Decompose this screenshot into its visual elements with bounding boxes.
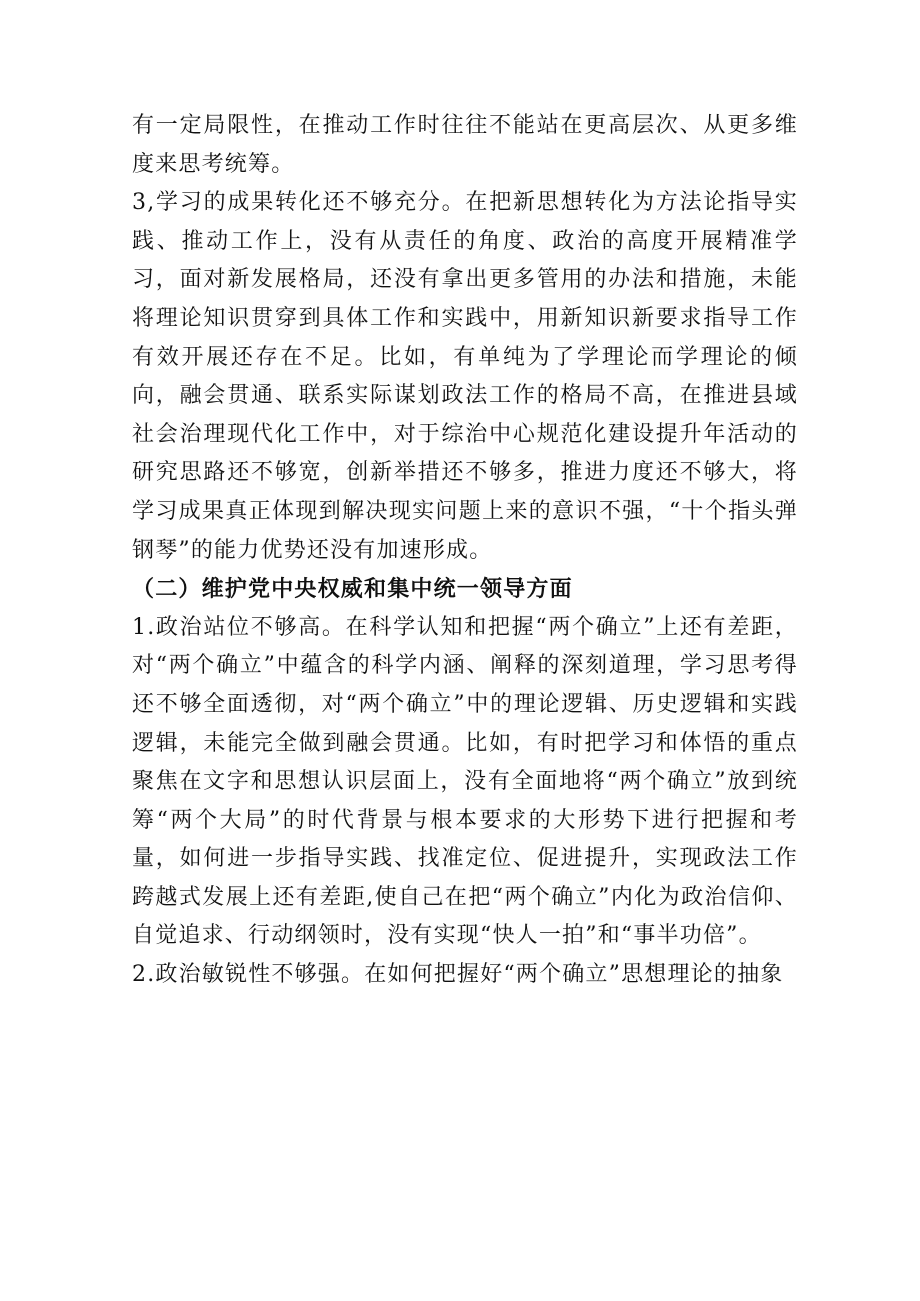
paragraph-item-3: 3,学习的成果转化还不够充分。在把新思想转化为方法论指导实践、推动工作上，没有从责任的角度、政治的高度开展精准学习，面对新发展格局，还没有拿出更多管用的办法和措施，未能将理论知识贯穿到具体工作和实践中，用新知识新要求指导工作有效开展还存在不足。比如，有单纯为了学理论而学理论的倾向，融会贯通、联系实际谋划政法工作的格局不高，在推进县域社会治理现代化工作中，对于综治中心规范化建设提升年活动的研究思路还不够宽，创新举措还不够多，推进力度还不够大，将学习成果真正体现到解决现实问题上来的意识不强，“十个指头弹钢琴”的能力优势还没有加速形成。 [132, 190, 798, 563]
paragraph-item-1: 1.政治站位不够高。在科学认知和把握“两个确立”上还有差距，对“两个确立”中蕴含的科学内涵、阐释的深刻道理，学习思考得还不够全面透彻，对“两个确立”中的理论逻辑、历史逻辑和实践逻辑，未能完全做到融会贯通。比如，有时把学习和体悟的重点聚焦在文字和思想认识层面上，没有全面地将“两个确立”放到统筹“两个大局”的时代背景与根本要求的大形势下进行把握和考量，如何进一步指导实践、找准定位、促进提升，实现政法工作跨越式发展上还有差距,使自己在把“两个确立”内化为政治信仰、自觉追求、行动纲领时，没有实现“快人一拍”和“事半功倍”。 [132, 614, 798, 949]
paragraph-item-2: 2.政治敏锐性不够强。在如何把握好“两个确立”思想理论的抽象 [132, 962, 784, 988]
paragraph-continuation: 有一定局限性，在推动工作时往往不能站在更高层次、从更多维度来思考统筹。 [132, 113, 798, 177]
section-heading: （二）维护党中央权威和集中统一领导方面 [132, 576, 573, 603]
document-body [132, 107, 798, 995]
